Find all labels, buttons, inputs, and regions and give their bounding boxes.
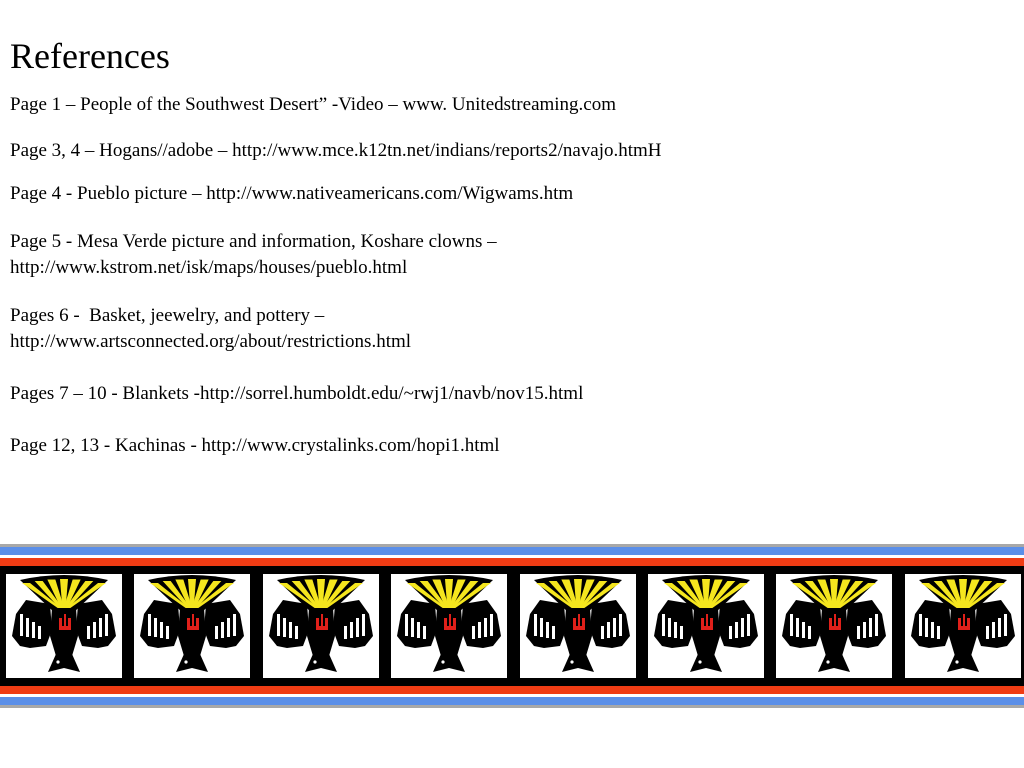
stripe-red (0, 686, 1024, 694)
reference-item: Pages 7 – 10 - Blankets -http://sorrel.humboldt.edu/~rwj1/navb/nov15.html (10, 383, 584, 404)
thunderbird-icon (134, 574, 250, 678)
reference-item: Page 1 – People of the Southwest Desert” -Video – www. Unitedstreaming.com (10, 94, 617, 115)
reference-item: Page 4 - Pueblo picture – http://www.nativeamericans.com/Wigwams.htm (10, 183, 574, 204)
decorative-border (0, 544, 1024, 710)
reference-item: Pages 6 - Basket, jeewelry, and pottery – http://www.artsconnected.org/about/restrictions.html (10, 305, 412, 352)
thunderbird-icon (520, 574, 636, 678)
reference-item: Page 5 - Mesa Verde picture and information, Koshare clowns – http://www.kstrom.net/isk/maps/houses/pueblo.html (10, 231, 497, 278)
thunderbird-icon (263, 574, 379, 678)
thunderbird-icon (776, 574, 892, 678)
thunderbird-tile (520, 574, 636, 678)
thunderbird-tile (776, 574, 892, 678)
reference-item: Page 3, 4 – Hogans//adobe – http://www.mce.k12tn.net/indians/reports2/navajo.htmH (10, 140, 662, 161)
thunderbird-tile (905, 574, 1021, 678)
thunderbird-tile (648, 574, 764, 678)
stripe-blue (0, 697, 1024, 705)
thunderbird-tile (6, 574, 122, 678)
thunderbird-icon (905, 574, 1021, 678)
thunderbird-tile (134, 574, 250, 678)
stripe-red (0, 558, 1024, 566)
reference-item: Page 12, 13 - Kachinas - http://www.crystalinks.com/hopi1.html (10, 435, 500, 456)
thunderbird-tile-row (0, 570, 1024, 682)
page-title: References (10, 36, 170, 76)
thunderbird-icon (648, 574, 764, 678)
thunderbird-icon (391, 574, 507, 678)
thunderbird-tile (391, 574, 507, 678)
thunderbird-tile (263, 574, 379, 678)
thunderbird-icon (6, 574, 122, 678)
stripe-blue (0, 547, 1024, 555)
stripe-grey (0, 705, 1024, 708)
